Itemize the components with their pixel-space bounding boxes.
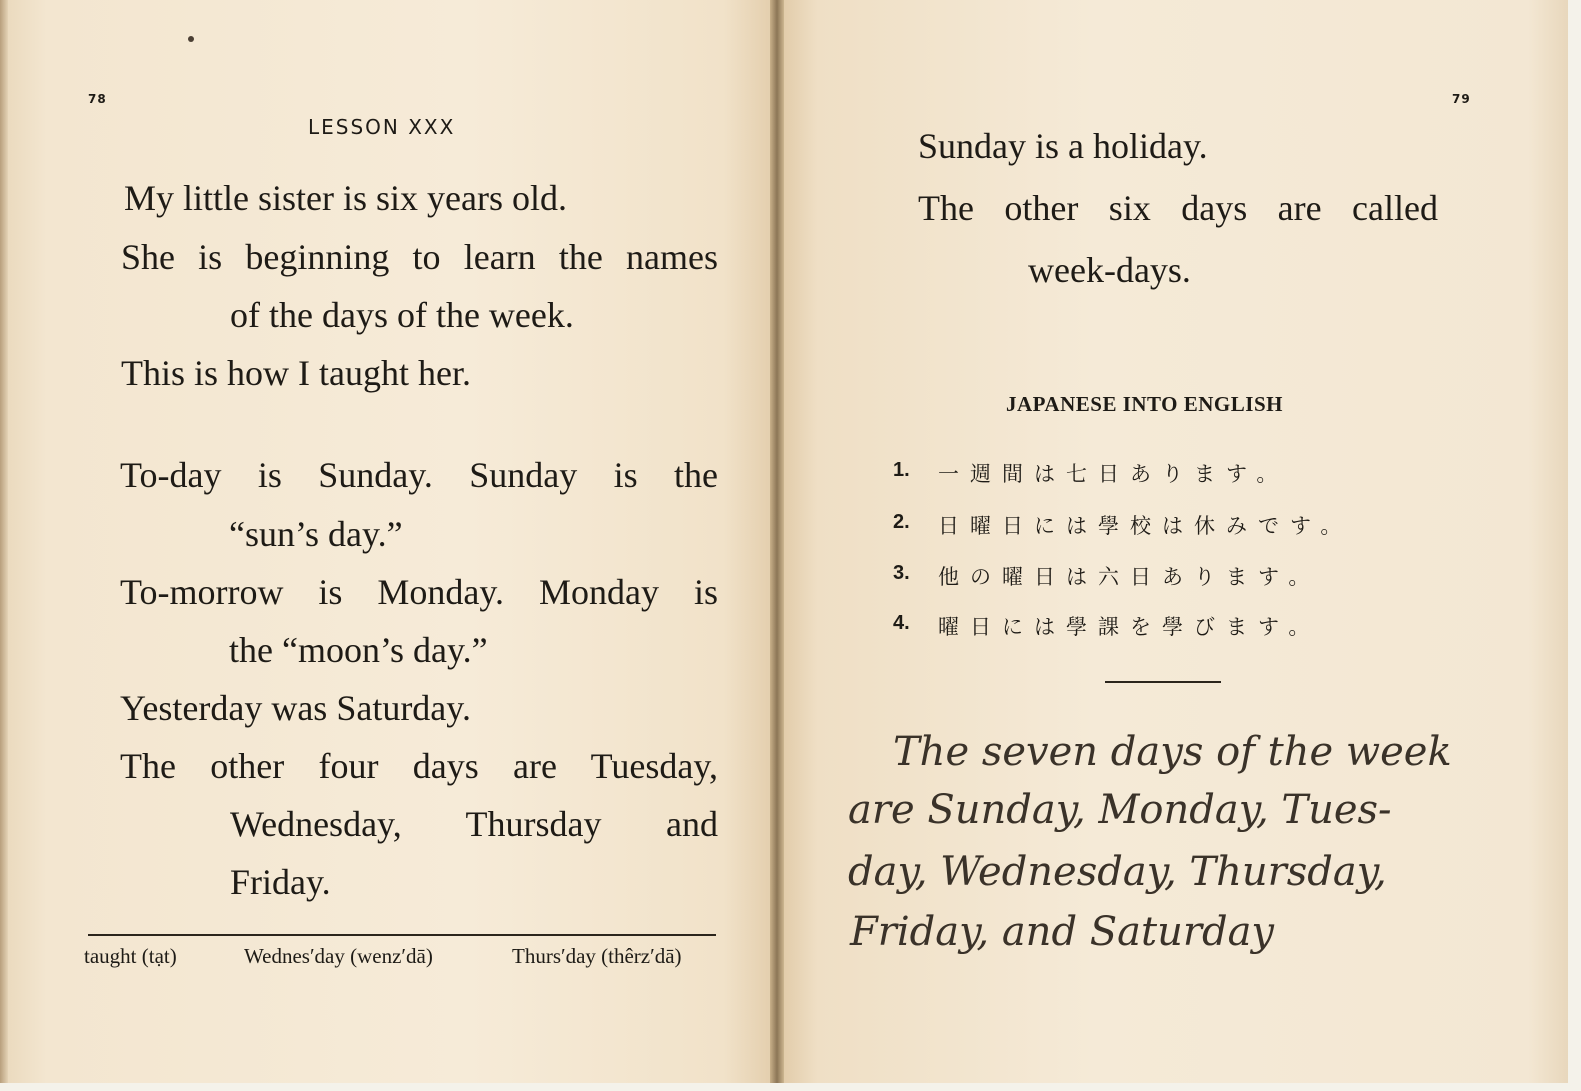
- text-line: “sun’s day.”: [229, 514, 403, 554]
- text-line: To-morrow is Monday. Monday is: [120, 572, 718, 612]
- text-line: The other four days are Tuesday,: [120, 746, 718, 786]
- left-page-number: 78: [88, 92, 107, 106]
- text-line: This is how I taught her.: [121, 353, 471, 393]
- script-line: Friday, and Saturday: [850, 909, 1275, 955]
- text-line: My little sister is six years old.: [124, 178, 567, 218]
- text-line: of the days of the week.: [230, 295, 574, 335]
- script-line: day, Wednesday, Thursday,: [848, 849, 1387, 895]
- vocab-thursday: Thurs′day (thêrz′dā): [512, 944, 682, 968]
- vocab-taught: taught (tạt): [84, 944, 177, 968]
- page-edge: [0, 0, 8, 1083]
- text-line: Sunday is a holiday.: [918, 126, 1208, 166]
- script-line: The seven days of the week: [893, 729, 1452, 775]
- paper-speck: [188, 36, 194, 42]
- book-spine: [770, 0, 784, 1083]
- exercise-number: 2.: [893, 511, 910, 533]
- lesson-title: LESSON XXX: [308, 115, 456, 139]
- exercise-text: 曜日には學課を學びます。: [938, 615, 1321, 639]
- right-page-number: 79: [1452, 92, 1471, 106]
- exercise-text: 一週間は七日あります。: [938, 462, 1289, 486]
- text-line: Friday.: [230, 862, 331, 902]
- text-line: The other six days are called: [918, 188, 1438, 228]
- text-line: the “moon’s day.”: [229, 630, 488, 670]
- section-heading: JAPANESE INTO ENGLISH: [1006, 392, 1283, 416]
- exercise-text: 日曜日には學校は休みです。: [938, 514, 1353, 538]
- text-line: To-day is Sunday. Sunday is the: [120, 455, 718, 495]
- exercise-number: 1.: [893, 459, 910, 481]
- exercise-text: 他の曜日は六日あります。: [938, 565, 1321, 589]
- exercise-number: 4.: [893, 612, 910, 634]
- section-divider: [1105, 681, 1221, 683]
- left-page: [0, 0, 778, 1083]
- exercise-number: 3.: [893, 562, 910, 584]
- text-line: week-days.: [1028, 250, 1191, 290]
- text-line: Yesterday was Saturday.: [120, 688, 471, 728]
- script-line: are Sunday, Monday, Tues-: [848, 787, 1392, 833]
- text-line: She is beginning to learn the names: [121, 237, 718, 277]
- vocab-wednesday: Wednes′day (wenz′dā): [244, 944, 433, 968]
- footnote-rule: [88, 934, 716, 936]
- text-line: Wednesday, Thursday and: [230, 804, 718, 844]
